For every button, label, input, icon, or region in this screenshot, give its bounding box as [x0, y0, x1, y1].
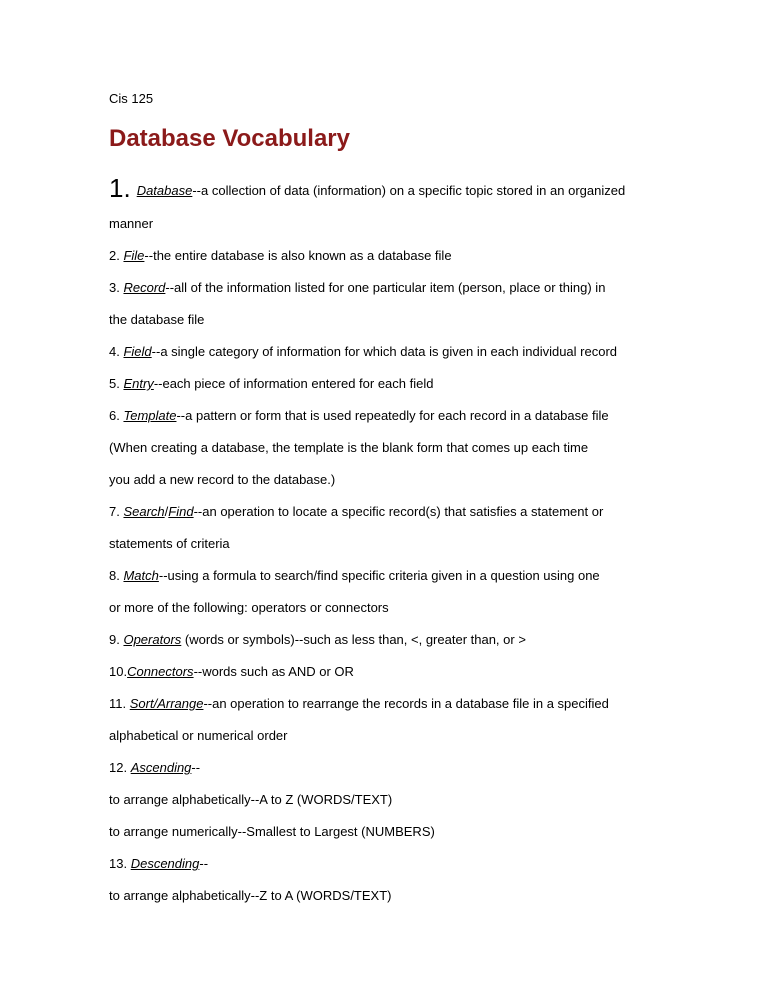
term-separator: / [164, 504, 169, 519]
term-search: Search [123, 504, 165, 519]
course-label: Cis 125 [109, 91, 154, 106]
definition-continuation: or more of the following: operators or connectors [109, 600, 389, 615]
item-number: 10. [109, 664, 128, 679]
item-number: 2. [109, 248, 120, 263]
vocab-item-11 [109, 696, 609, 711]
definition-subline: to arrange alphabetically--Z to A (WORDS/TEXT) [109, 888, 392, 903]
term-field: Field [123, 344, 152, 359]
term-file: File [123, 248, 145, 263]
item-number: 4. [109, 344, 120, 359]
term-find: Find [168, 504, 194, 519]
definition-text: -- [191, 760, 201, 775]
definition-continuation: you add a new record to the database.) [109, 472, 336, 487]
term-template: Template [123, 408, 177, 423]
definition-text: --a collection of data (information) on a specific topic stored in an organized [192, 183, 626, 198]
definition-text: --a pattern or form that is used repeatedly for each record in a database file [176, 408, 609, 423]
term-entry: Entry [123, 376, 154, 391]
definition-text: -- [199, 856, 209, 871]
vocab-item-3 [109, 280, 605, 295]
item-number: 5. [109, 376, 120, 391]
definition-text: --the entire database is also known as a database file [144, 248, 452, 263]
definition-continuation: statements of criteria [109, 536, 230, 551]
definition-text: --all of the information listed for one particular item (person, place or thing) in [165, 280, 606, 295]
definition-subline: to arrange alphabetically--A to Z (WORDS/TEXT) [109, 792, 393, 807]
vocab-item-1 [109, 173, 625, 204]
definition-text: --words such as AND or OR [193, 664, 354, 679]
item-number: 9. [109, 632, 120, 647]
item-number: 13. [109, 856, 128, 871]
definition-text: --an operation to locate a specific record(s) that satisfies a statement or [193, 504, 604, 519]
term-operators: Operators [123, 632, 182, 647]
term-ascending: Ascending [130, 760, 192, 775]
term-sort-arrange: Sort/Arrange [129, 696, 204, 711]
definition-continuation: manner [109, 216, 154, 231]
item-number: 3. [109, 280, 120, 295]
item-number: 6. [109, 408, 120, 423]
vocab-item-10 [109, 664, 354, 679]
term-database: Database [136, 183, 193, 198]
vocab-item-12 [109, 760, 200, 775]
item-number: 8. [109, 568, 120, 583]
page-title: Database Vocabulary [109, 125, 350, 152]
term-match: Match [123, 568, 159, 583]
definition-text: --a single category of information for which data is given in each individual record [151, 344, 618, 359]
term-connectors: Connectors [127, 664, 194, 679]
term-descending: Descending [130, 856, 200, 871]
vocab-item-13 [109, 856, 208, 871]
definition-subline: to arrange numerically--Smallest to Largest (NUMBERS) [109, 824, 435, 839]
vocab-item-9 [109, 632, 526, 647]
vocab-item-4 [109, 344, 617, 359]
item-number: 7. [109, 504, 120, 519]
definition-text: (words or symbols)--such as less than, <, greater than, or > [181, 632, 526, 647]
definition-text: --each piece of information entered for each field [153, 376, 434, 391]
term-record: Record [123, 280, 166, 295]
vocab-item-2 [109, 248, 452, 263]
item-number: 12. [109, 760, 128, 775]
definition-continuation: alphabetical or numerical order [109, 728, 288, 743]
definition-continuation: (When creating a database, the template is the blank form that comes up each time [109, 440, 589, 455]
item-number: 1. [109, 173, 131, 203]
item-number: 11. [109, 696, 127, 711]
vocab-item-5 [109, 376, 433, 391]
definition-text: --using a formula to search/find specific criteria given in a question using one [158, 568, 600, 583]
vocab-item-7 [109, 504, 603, 519]
definition-continuation: the database file [109, 312, 205, 327]
vocab-item-6 [109, 408, 609, 423]
definition-text: --an operation to rearrange the records in a database file in a specified [203, 696, 609, 711]
vocab-item-8 [109, 568, 600, 583]
